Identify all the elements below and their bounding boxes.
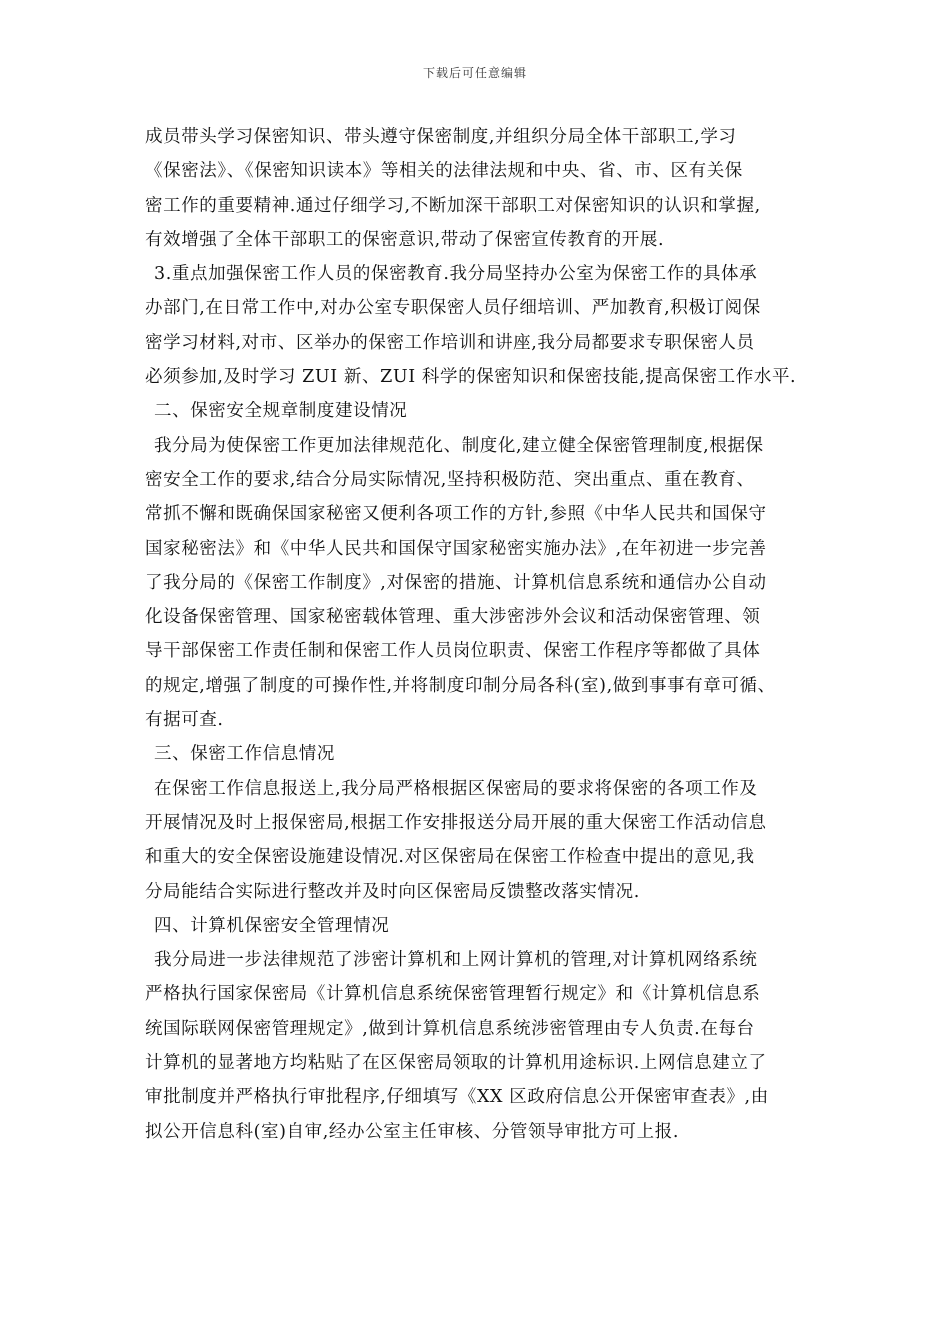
text-line: 密安全工作的要求,结合分局实际情况,坚持积极防范、突出重点、重在教育、 xyxy=(145,469,755,490)
text-line: 开展情况及时上报保密局,根据工作安排报送分局开展的重大保密工作活动信息 xyxy=(145,812,767,833)
text-line: 和重大的安全保密设施建设情况.对区保密局在保密工作检查中提出的意见,我 xyxy=(145,847,755,868)
text-line: 计算机的显著地方均粘贴了在区保密局领取的计算机用途标识.上网信息建立了 xyxy=(145,1053,767,1074)
text-line: 密工作的重要精神.通过仔细学习,不断加深干部职工对保密知识的认识和掌握, xyxy=(145,195,761,216)
text-line: 统国际联网保密管理规定》,做到计算机信息系统涉密管理由专人负责.在每台 xyxy=(145,1018,755,1039)
page-header: 下载后可任意编辑 xyxy=(422,66,527,80)
text-line: 有效增强了全体干部职工的保密意识,带动了保密宣传教育的开展. xyxy=(145,229,665,250)
text-line: 审批制度并严格执行审批程序,仔细填写《XX 区政府信息公开保密审查表》,由 xyxy=(145,1087,769,1108)
text-line: 拟公开信息科(室)自审,经办公室主任审核、分管领导审批方可上报. xyxy=(145,1121,679,1142)
text-line: 《保密法》、《保密知识读本》等相关的法律法规和中央、省、市、区有关保 xyxy=(145,161,743,182)
text-line: 办部门,在日常工作中,对办公室专职保密人员仔细培训、严加教育,积极订阅保 xyxy=(145,298,761,319)
text-line: 三、保密工作信息情况 xyxy=(154,744,335,765)
text-line: 成员带头学习保密知识、带头遵守保密制度,并组织分局全体干部职工,学习 xyxy=(145,127,737,147)
text-line: 密学习材料,对市、区举办的保密工作培训和讲座,我分局都要求专职保密人员 xyxy=(145,332,755,353)
text-line: 二、保密安全规章制度建设情况 xyxy=(154,401,408,422)
text-line: 导干部保密工作责任制和保密工作人员岗位职责、保密工作程序等都做了具体 xyxy=(145,641,761,662)
text-line: 了我分局的《保密工作制度》,对保密的措施、计算机信息系统和通信办公自动 xyxy=(145,572,767,593)
text-line: 国家秘密法》和《中华人民共和国保守国家秘密实施办法》,在年初进一步完善 xyxy=(145,538,767,559)
text-line: 必须参加,及时学习 ZUI 新、ZUI 科学的保密知识和保密技能,提高保密工作水平. xyxy=(145,367,797,388)
text-line: 我分局进一步法律规范了涉密计算机和上网计算机的管理,对计算机网络系统 xyxy=(154,950,758,971)
text-line: 在保密工作信息报送上,我分局严格根据区保密局的要求将保密的各项工作及 xyxy=(154,778,758,799)
text-line: 化设备保密管理、国家秘密载体管理、重大涉密涉外会议和活动保密管理、领 xyxy=(145,607,761,628)
text-line: 的规定,增强了制度的可操作性,并将制度印制分局各科(室),做到事事有章可循、 xyxy=(145,675,776,696)
text-line: 分局能结合实际进行整改并及时向区保密局反馈整改落实情况. xyxy=(145,881,640,902)
text-line: 四、计算机保密安全管理情况 xyxy=(154,915,390,936)
text-line: 严格执行国家保密局《计算机信息系统保密管理暂行规定》和《计算机信息系 xyxy=(145,984,761,1005)
text-line: 有据可查. xyxy=(145,710,224,731)
text-line: 我分局为使保密工作更加法律规范化、制度化,建立健全保密管理制度,根据保 xyxy=(154,435,764,456)
text-line: 3.重点加强保密工作人员的保密教育.我分局坚持办公室为保密工作的具体承 xyxy=(154,264,758,285)
document-body xyxy=(145,120,835,1149)
text-line: 常抓不懈和既确保国家秘密又便利各项工作的方针,参照《中华人民共和国保守 xyxy=(145,504,767,525)
